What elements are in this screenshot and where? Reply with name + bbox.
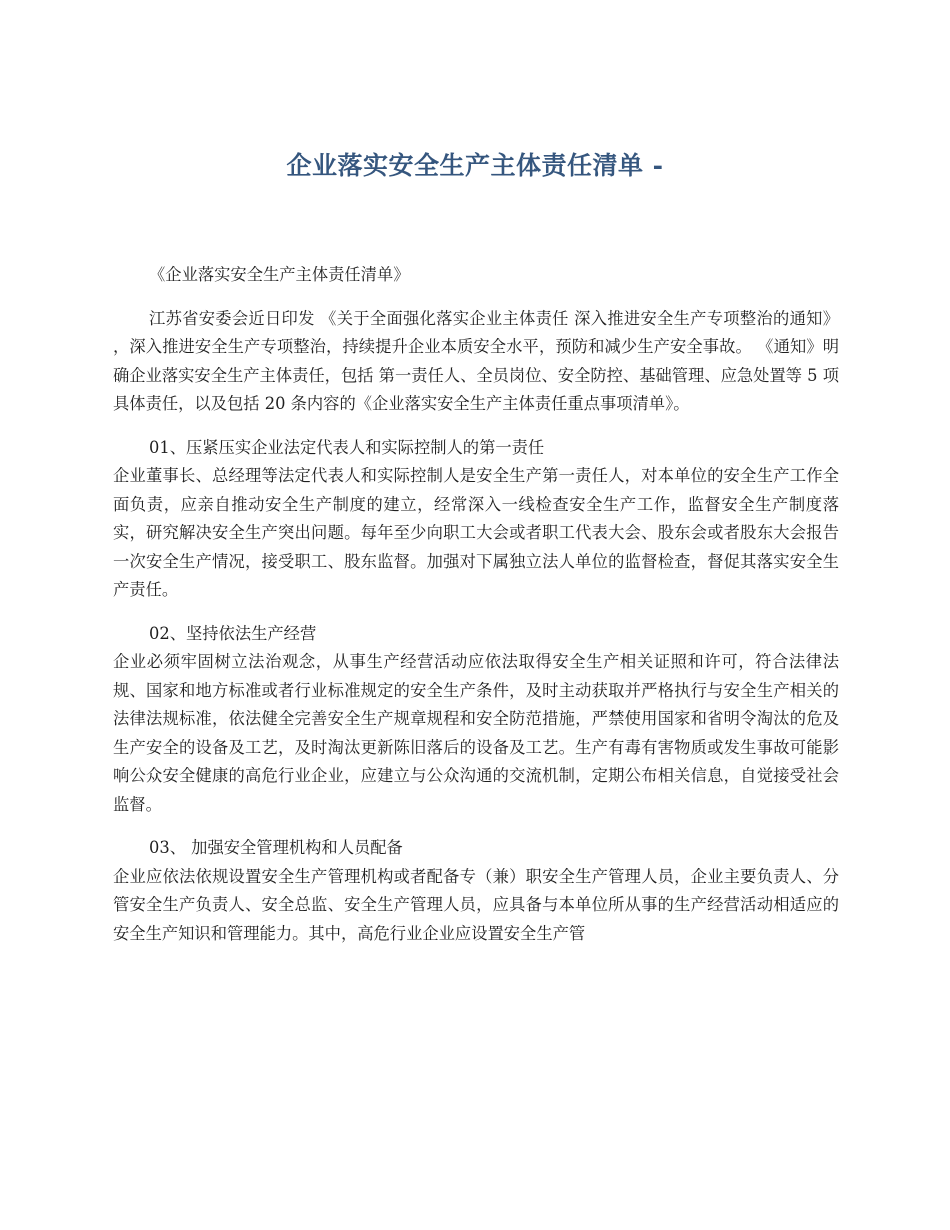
section-heading: 02、坚持依法生产经营 — [149, 623, 317, 643]
section-02 — [113, 620, 839, 820]
document-title: 企业落实安全生产主体责任清单 - — [286, 151, 664, 180]
document-body — [113, 261, 839, 963]
intro-title: 《企业落实安全生产主体责任清单》 — [149, 265, 410, 284]
section-body: 企业必须牢固树立法治观念，从事生产经营活动应依法取得安全生产相关证照和许可，符合法律法规、国家和地方标准或者行业标准规定的安全生产条件，及时主动获取并严格执行与安全生产相关的法律法规标准，依法健全完善安全生产规章规程和安全防范措施，严禁使用国家和省明令淘汰的危及生产安全的设备及工艺，及时淘汰更新陈旧落后的设备及工艺。生产有毒有害物质或发生事故可能影响公众安全健康的高危行业企业，应建立与公众沟通的交流机制，定期公布相关信息，自觉接受社会监督。 — [113, 652, 839, 814]
section-body: 企业董事长、总经理等法定代表人和实际控制人是安全生产第一责任人，对本单位的安全生产工作全面负责，应亲自推动安全生产制度的建立，经常深入一线检查安全生产工作，监督安全生产制度落实，研究解决安全生产突出问题。每年至少向职工大会或者职工代表大会、股东会或者股东大会报告一次安全生产情况，接受职工、股东监督。加强对下属独立法人单位的监督检查，督促其落实安全生产责任。 — [113, 466, 839, 599]
section-body: 企业应依法依规设置安全生产管理机构或者配备专（兼）职安全生产管理人员，企业主要负责人、分管安全生产负责人、安全总监、安全生产管理人员，应具备与本单位所从事的生产经营活动相适应的安全生产知识和管理能力。其中，高危行业企业应设置安全生产管 — [113, 866, 839, 943]
section-03 — [113, 834, 839, 948]
section-heading: 01、压紧压实企业法定代表人和实际控制人的第一责任 — [149, 437, 545, 457]
section-01 — [113, 434, 839, 605]
section-heading: 03、 加强安全管理机构和人员配备 — [149, 838, 403, 857]
intro-paragraph: 江苏省安委会近日印发 《关于全面强化落实企业主体责任 深入推进安全生产专项整治的通知》 ，深入推进安全生产专项整治，持续提升企业本质安全水平，预防和减少生产安全事故。 《通知》明确企业落实安全生产主体责任，包括 第一责任人、全员岗位、安全防控、基础管理、应急处置等 5 项具体责任，以及包括 20 条内容的《企业落实安全生产主体责任重点事项清单》。 — [113, 308, 839, 413]
